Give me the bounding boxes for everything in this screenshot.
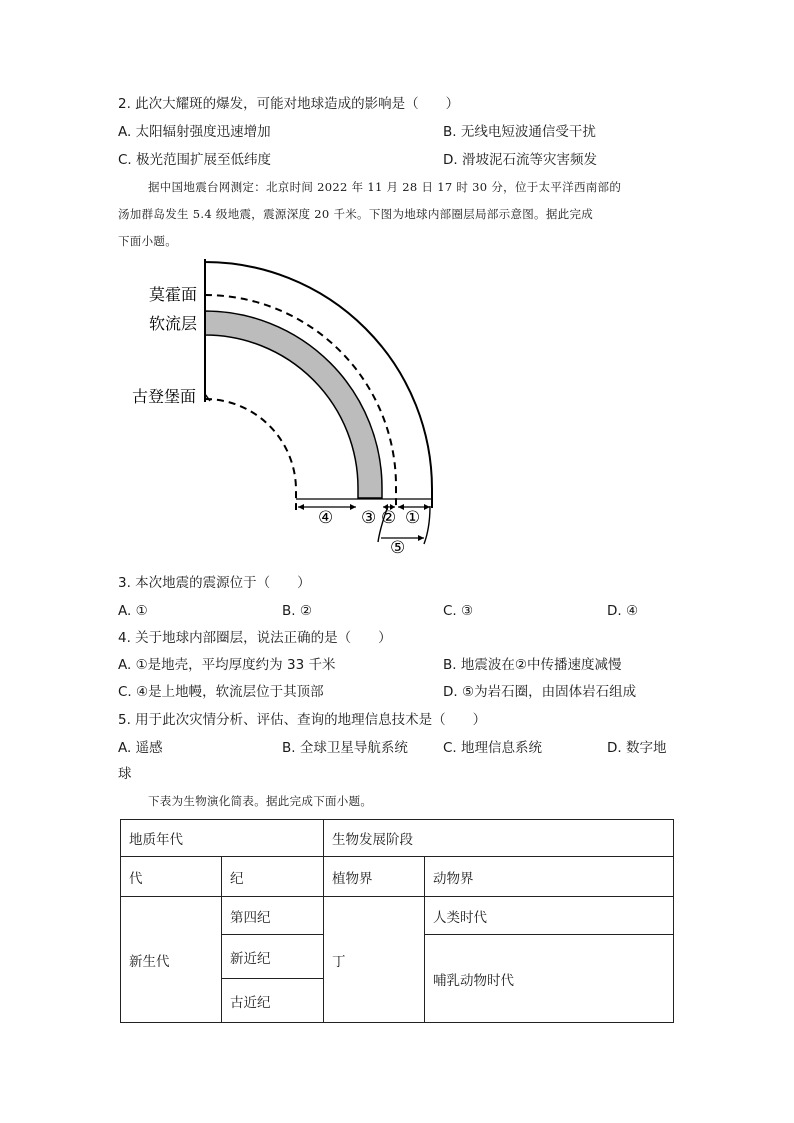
header-period: 纪 [222,857,324,897]
header-era: 代 [121,857,222,897]
q4-option-c: C. ④是上地幔，软流层位于其顶部 [118,684,324,700]
q5-option-a: A. 遥感 [118,740,163,756]
q5-option-d-wrap: 球 [118,766,132,782]
gutenberg-dashed-arc [205,399,296,510]
q4-option-b: B. 地震波在②中传播速度减慢 [443,657,622,673]
animal-human-age: 人类时代 [425,897,674,935]
q2-stem: 2. 此次大耀斑的爆发，可能对地球造成的影响是（ ） [118,96,460,112]
marker-3: ③ [361,508,377,528]
q3-option-a: A. ① [118,603,148,619]
marker-5: ⑤ [390,538,406,558]
gutenberg-label: 古登堡面 [132,387,197,406]
earth-layers-diagram [118,252,448,562]
header-animal: 动物界 [425,857,674,897]
q4-stem: 4. 关于地球内部圈层，说法正确的是（ ） [118,630,392,646]
passage-line-2: 汤加群岛发生 5.4 级地震，震源深度 20 千米。下图为地球内部圈层局部示意图。据此完成 [118,207,594,221]
plant-ding: 丁 [324,897,425,1023]
q5-option-d: D. 数字地 [607,740,667,756]
moho-label: 莫霍面 [149,285,198,304]
animal-mammal-age: 哺乳动物时代 [425,935,674,1023]
q5-stem: 5. 用于此次灾情分析、评估、查询的地理信息技术是（ ） [118,712,487,728]
q3-option-b: B. ② [282,603,312,619]
q5-option-c: C. 地理信息系统 [443,740,543,756]
period-neogene: 新近纪 [222,935,324,979]
q4-option-a: A. ①是地壳，平均厚度约为 33 千米 [118,657,336,673]
period-quaternary: 第四纪 [222,897,324,935]
q2-option-d: D. 滑坡泥石流等灾害频发 [443,152,597,168]
passage-line-1: 据中国地震台网测定：北京时间 2022 年 11 月 28 日 17 时 30 分，位于太平洋西南部的 [148,180,622,194]
period-paleogene: 古近纪 [222,979,324,1023]
header-geologic-time: 地质年代 [121,820,324,857]
q2-option-a: A. 太阳辐射强度迅速增加 [118,124,271,140]
q2-option-c: C. 极光范围扩展至低纬度 [118,152,272,168]
header-bio-stage: 生物发展阶段 [324,820,674,857]
table-intro: 下表为生物演化简表。据此完成下面小题。 [148,794,373,808]
q5-option-b: B. 全球卫星导航系统 [282,740,408,756]
era-cenozoic: 新生代 [121,897,222,1023]
q3-option-d: D. ④ [607,603,639,619]
evolution-table [120,819,674,1023]
marker-1: ① [405,508,421,528]
marker-2: ② [381,508,397,528]
q4-option-d: D. ⑤为岩石圈，由固体岩石组成 [443,684,637,700]
asthenosphere-label: 软流层 [149,314,198,333]
q2-option-b: B. 无线电短波通信受干扰 [443,124,596,140]
marker-4: ④ [318,508,334,528]
header-plant: 植物界 [324,857,425,897]
passage-line-3: 下面小题。 [118,234,177,248]
q3-stem: 3. 本次地震的震源位于（ ） [118,575,311,591]
q3-option-c: C. ③ [443,603,474,619]
